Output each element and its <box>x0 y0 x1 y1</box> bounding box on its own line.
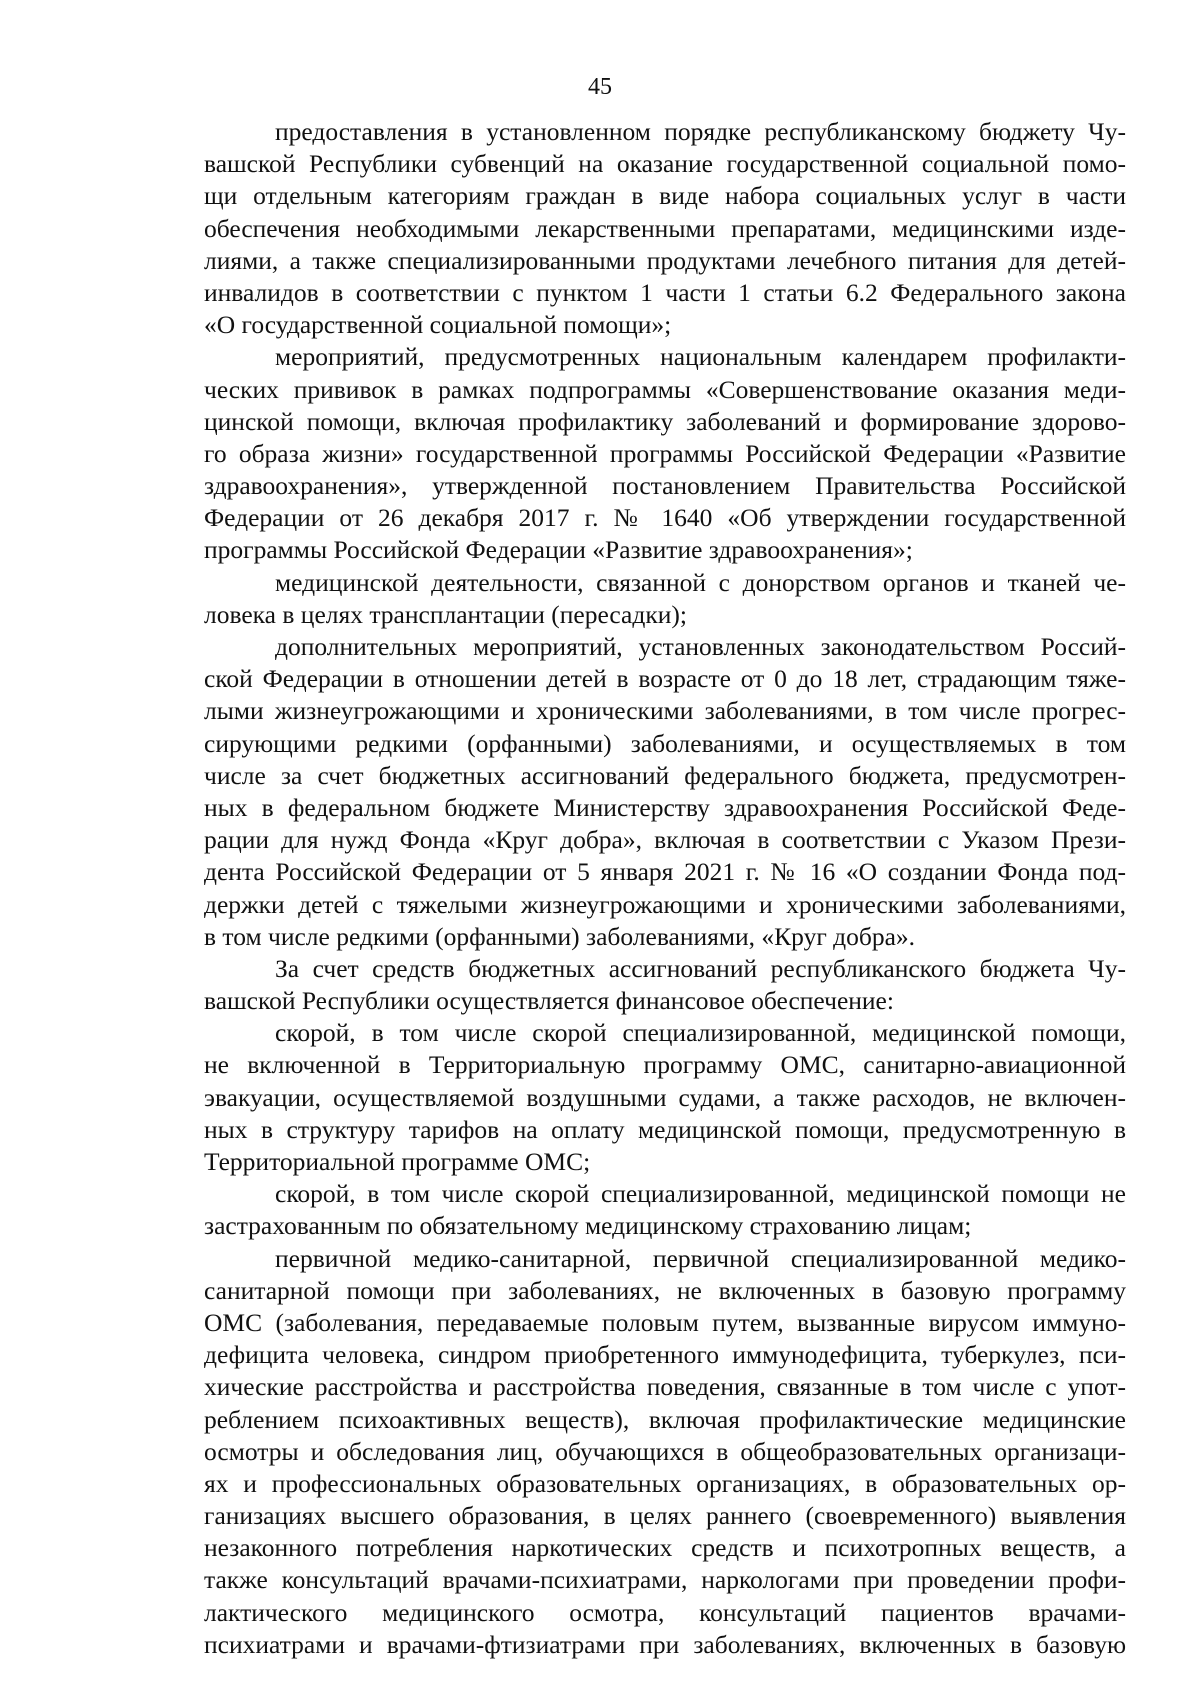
paragraph-line: мероприятий, предусмотренных национальным календарем профилакти- <box>275 342 1126 372</box>
paragraph-line: застрахованным по обязательному медицинскому страхованию лицам; <box>204 1211 972 1241</box>
paragraph-line: реблением психоактивных веществ), включая профилактические медицинские <box>204 1404 1126 1434</box>
paragraph-line: эвакуации, осуществляемой воздушными судами, а также расходов, не включен- <box>204 1082 1126 1112</box>
paragraph-line: незаконного потребления наркотических средств и психотропных веществ, а <box>204 1533 1126 1563</box>
paragraph-line: лиями, а также специализированными продуктами лечебного питания для детей- <box>204 245 1126 275</box>
paragraph-line: санитарной помощи при заболеваниях, не включенных в базовую программу <box>204 1275 1126 1305</box>
paragraph-line: в том числе редкими (орфанными) заболеваниями, «Круг добра». <box>204 921 916 951</box>
paragraph-line: держки детей с тяжелыми жизнеугрожающими и хроническими заболеваниями, <box>204 889 1126 919</box>
paragraph-line: психиатрами и врачами-фтизиатрами при заболеваниях, включенных в базовую <box>204 1629 1126 1659</box>
paragraph-line: рации для нужд Фонда «Круг добра», включая в соответствии с Указом Прези- <box>204 825 1126 855</box>
page-number: 45 <box>588 74 612 100</box>
paragraph-line: вашской Республики субвенций на оказание государственной социальной помо- <box>204 149 1126 179</box>
paragraph-line: хические расстройства и расстройства поведения, связанные в том числе с упот- <box>204 1372 1126 1402</box>
paragraph-line: ческих прививок в рамках подпрограммы «Совершенствование оказания меди- <box>204 374 1126 404</box>
paragraph-line: не включенной в Территориальную программу ОМС, санитарно-авиационной <box>204 1050 1126 1080</box>
paragraph-line: ской Федерации в отношении детей в возрасте от 0 до 18 лет, страдающим тяже- <box>204 664 1126 694</box>
paragraph-line: осмотры и обследования лиц, обучающихся в общеобразовательных организаци- <box>204 1436 1126 1466</box>
paragraph-line: сирующими редкими (орфанными) заболеваниями, и осуществляемых в том <box>204 728 1126 758</box>
paragraph-line: первичной медико-санитарной, первичной специализированной медико- <box>275 1243 1126 1273</box>
paragraph <box>204 631 1126 953</box>
paragraph <box>204 567 1126 631</box>
paragraph-line: инвалидов в соответствии с пунктом 1 части 1 статьи 6.2 Федерального закона <box>204 277 1126 307</box>
paragraph-line: медицинской деятельности, связанной с донорством органов и тканей че- <box>275 567 1126 597</box>
paragraph-line: скорой, в том числе скорой специализированной, медицинской помощи не <box>275 1179 1126 1209</box>
paragraph-line: числе за счет бюджетных ассигнований федерального бюджета, предусмотрен- <box>204 760 1126 790</box>
paragraph-line: ных в структуру тарифов на оплату медицинской помощи, предусмотренную в <box>204 1114 1126 1144</box>
paragraph-line: лыми жизнеугрожающими и хроническими заболеваниями, в том числе прогрес- <box>204 696 1126 726</box>
paragraph-line: ОМС (заболевания, передаваемые половым путем, вызванные вирусом иммуно- <box>204 1307 1126 1337</box>
paragraph-line: дефицита человека, синдром приобретенного иммунодефицита, туберкулез, пси- <box>204 1340 1126 1370</box>
paragraph <box>204 1243 1126 1661</box>
paragraph-line: ях и профессиональных образовательных организациях, в образовательных ор- <box>204 1468 1126 1498</box>
paragraph-line: предоставления в установленном порядке республиканскому бюджету Чу- <box>275 117 1126 146</box>
paragraph-line: здравоохранения», утвержденной постановлением Правительства Российской <box>204 471 1126 501</box>
paragraph-line: также консультаций врачами-психиатрами, наркологами при проведении профи- <box>204 1565 1126 1595</box>
paragraph-line: Территориальной программе ОМС; <box>204 1147 591 1176</box>
paragraph <box>204 953 1126 1017</box>
paragraph-line: дополнительных мероприятий, установленных законодательством Россий- <box>275 632 1126 661</box>
paragraph-line: вашской Республики осуществляется финансовое обеспечение: <box>204 986 894 1016</box>
paragraph-line: Федерации от 26 декабря 2017 г. № 1640 «Об утверждении государственной <box>204 503 1126 533</box>
paragraph-line: ных в федеральном бюджете Министерству здравоохранения Российской Феде- <box>204 792 1126 822</box>
paragraph-line: ганизациях высшего образования, в целях раннего (своевременного) выявления <box>204 1501 1126 1531</box>
paragraph <box>204 116 1126 341</box>
paragraph-line: цинской помощи, включая профилактику заболеваний и формирование здорово- <box>204 406 1126 436</box>
paragraph-line: ловека в целях трансплантации (пересадки); <box>204 599 687 629</box>
paragraph <box>204 1178 1126 1242</box>
paragraph-line: дента Российской Федерации от 5 января 2021 г. № 16 «О создании Фонда под- <box>204 857 1126 887</box>
paragraph-line: скорой, в том числе скорой специализированной, медицинской помощи, <box>275 1018 1126 1048</box>
paragraph <box>204 341 1126 566</box>
paragraph-line: щи отдельным категориям граждан в виде набора социальных услуг в части <box>204 181 1126 211</box>
paragraph-line: За счет средств бюджетных ассигнований республиканского бюджета Чу- <box>275 953 1126 983</box>
paragraph <box>204 1017 1126 1178</box>
paragraph-line: программы Российской Федерации «Развитие здравоохранения»; <box>204 535 913 565</box>
paragraph-line: обеспечения необходимыми лекарственными препаратами, медицинскими изде- <box>204 213 1126 243</box>
paragraph-line: лактического медицинского осмотра, консультаций пациентов врачами- <box>204 1597 1126 1627</box>
document-body <box>204 116 1126 1661</box>
paragraph-line: «О государственной социальной помощи»; <box>204 310 672 340</box>
paragraph-line: го образа жизни» государственной программы Российской Федерации «Развитие <box>204 438 1126 468</box>
